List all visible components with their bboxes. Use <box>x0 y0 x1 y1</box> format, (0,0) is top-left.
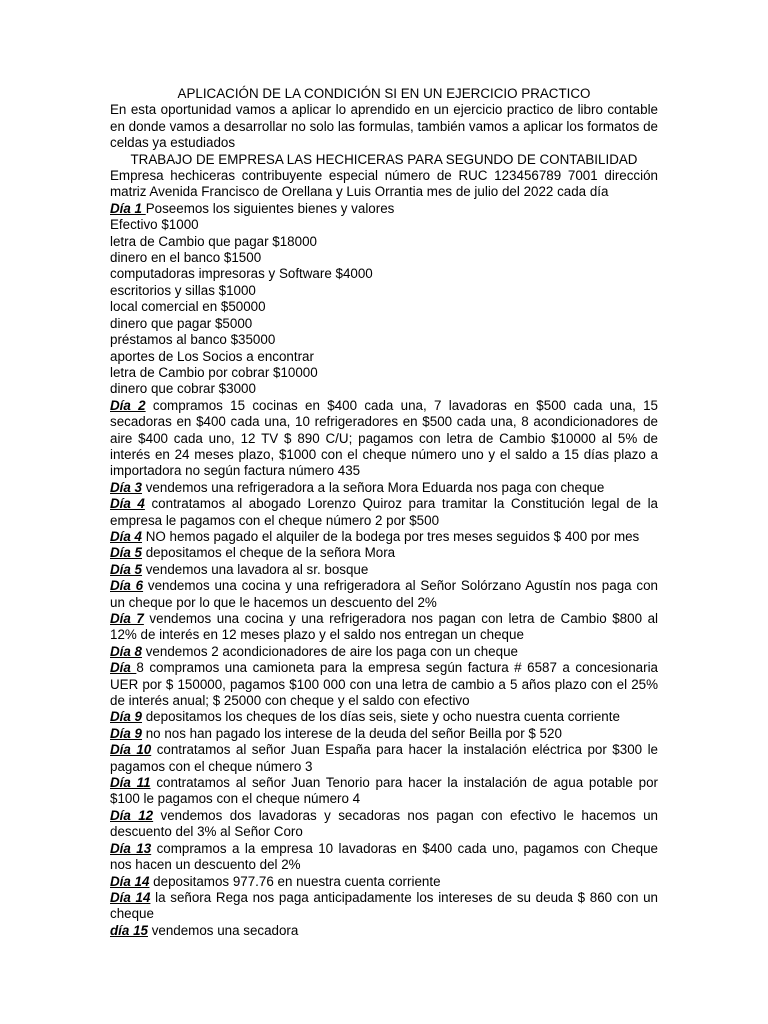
entry-text: contratamos al señor Juan Tenorio para hacer la instalación de agua potable por $100 le pagamos con el cheque número 4 <box>110 775 658 807</box>
asset-item: dinero en el banco $1500 <box>110 250 262 266</box>
day-label: día 15 <box>110 922 148 938</box>
journal-entry <box>110 726 658 742</box>
journal-entry <box>110 398 658 480</box>
document-title: APLICACIÓN DE LA CONDICIÓN SI EN UN EJERCICIO PRACTICO <box>177 86 591 101</box>
entry-text: contratamos al abogado Lorenzo Quiroz para tramitar la Constitución legal de la empresa le pagamos con el cheque número 2 por $500 <box>110 496 658 528</box>
asset-item: préstamos al banco $35000 <box>110 332 276 348</box>
day-label: Día 10 <box>110 742 152 758</box>
entry-text: depositamos 977.76 en nuestra cuenta corriente <box>149 873 441 889</box>
day-label: Día 3 <box>110 479 143 495</box>
entry-text: vendemos una secadora <box>147 922 299 938</box>
journal-entry <box>110 529 658 545</box>
asset-item: aportes de Los Socios a encontrar <box>110 348 314 364</box>
day-label: Día 7 <box>110 611 144 626</box>
journal-entry <box>110 742 658 775</box>
entry-text: la señora Rega nos paga anticipadamente los intereses de su deuda $ 860 con un cheque <box>110 889 658 922</box>
journal-entry <box>110 808 658 841</box>
entry-text: vendemos una cocina y una refrigeradora al Señor Solórzano Agustín nos paga con un cheque por lo que le hacemos un descuento del 2% <box>110 578 658 610</box>
day-label: Día <box>110 660 137 676</box>
day-label: Día 8 <box>110 643 143 659</box>
day-label: Día 9 <box>110 709 143 725</box>
journal-entry <box>110 890 658 923</box>
journal-entry <box>110 709 658 725</box>
journal-entry <box>110 496 658 529</box>
entry-text: no nos han pagado los interese de la deuda del señor Beilla por $ 520 <box>142 725 562 741</box>
journal-entries <box>110 398 658 939</box>
entry-text: NO hemos pagado el alquiler de la bodega por tres meses seguidos $ 400 por mes <box>142 528 640 544</box>
entry-text: vendemos dos lavadoras y secadoras nos pagan con efectivo le hacemos un descuento del 3% al Señor Coro <box>110 807 658 840</box>
journal-entry <box>110 611 658 644</box>
journal-entry <box>110 660 658 709</box>
asset-item: letra de Cambio que pagar $18000 <box>110 233 317 249</box>
entry-text: depositamos los cheques de los días seis, siete y ocho nuestra cuenta corriente <box>142 709 620 725</box>
day-label: Día 4 <box>110 528 143 544</box>
intro-paragraph: En esta oportunidad vamos a aplicar lo aprendido en un ejercicio practico de libro contable en donde vamos a desarrollar no solo las formulas, también vamos a aplicar los formatos de celdas ya estudiados <box>110 102 658 151</box>
entry-text: depositamos el cheque de la señora Mora <box>142 545 396 561</box>
entry-text: vendemos una refrigeradora a la señora Mora Eduarda nos paga con cheque <box>142 479 605 495</box>
journal-entry <box>110 562 658 578</box>
journal-entry <box>110 923 658 939</box>
asset-item: local comercial en $50000 <box>110 299 266 315</box>
entry-text: vendemos una lavadora al sr. bosque <box>142 561 369 577</box>
day-1-entry <box>110 201 658 217</box>
day-label: Día 14 <box>110 873 150 889</box>
day-label: Día 13 <box>110 840 152 856</box>
entry-text: 8 compramos una camioneta para la empresa según factura # 6587 a concesionaria UER por $ 150000, pagamos $100 000 con una letra de cambio a 5 años plazo con el 25% de interés anual; $ 25000 con cheque y el saldo con efectivo <box>110 660 659 709</box>
company-paragraph: Empresa hechiceras contribuyente especial número de RUC 123456789 7001 dirección matriz Avenida Francisco de Orellana y Luis Orrantia mes de julio del 2022 cada día <box>110 168 658 200</box>
asset-item: letra de Cambio por cobrar $10000 <box>110 364 318 380</box>
journal-entry <box>110 644 658 660</box>
journal-entry <box>110 841 658 874</box>
entry-text: Poseemos los siguientes bienes y valores <box>145 200 395 216</box>
journal-entry <box>110 545 658 561</box>
day-label: Día 14 <box>110 889 151 905</box>
day-label: Día 4 <box>110 496 145 512</box>
entry-text: contratamos al señor Juan España para hacer la instalación eléctrica por $300 le pagamos con el cheque número 3 <box>110 742 658 774</box>
entry-text: vendemos una cocina y una refrigeradora nos pagan con letra de Cambio $800 al 12% de interés en 12 meses plazo y el saldo nos entregan un cheque <box>110 611 658 643</box>
asset-item: computadoras impresoras y Software $4000 <box>110 266 373 282</box>
day-label: Día 11 <box>110 775 151 791</box>
asset-item: dinero que pagar $5000 <box>110 315 253 331</box>
day-label: Día 6 <box>110 578 144 594</box>
journal-entry <box>110 775 658 808</box>
journal-entry <box>110 578 658 611</box>
asset-item: Efectivo $1000 <box>110 217 199 233</box>
day-label: Día 9 <box>110 725 143 741</box>
entry-text: vendemos 2 acondicionadores de aire los paga con un cheque <box>142 643 518 659</box>
asset-item: dinero que cobrar $3000 <box>110 381 256 397</box>
day-label: Día 5 <box>110 561 143 577</box>
day-label: Día 2 <box>110 397 146 413</box>
journal-entry <box>110 874 658 890</box>
day-label: Día 5 <box>110 545 143 561</box>
entry-text: compramos a la empresa 10 lavadoras en $400 cada uno, pagamos con Cheque nos hacen un descuento del 2% <box>110 840 658 873</box>
entry-text: compramos 15 cocinas en $400 cada una, 7 lavadoras en $500 cada una, 15 secadoras en $400 cada una, 10 refrigeradores en $500 cada una, 8 acondicionadores de aire $400 cada uno, 12 TV $ 890 C/U; pagamos con letra de Cambio $10000 al 5% de interés en 24 meses plazo, $1000 con el cheque número uno y el saldo a 15 días plazo a importadora no según factura número 435 <box>110 397 658 479</box>
asset-list <box>110 217 658 397</box>
asset-item: escritorios y sillas $1000 <box>110 282 256 298</box>
journal-entry <box>110 480 658 496</box>
day-label: Día 12 <box>110 807 154 823</box>
document-subtitle: TRABAJO DE EMPRESA LAS HECHICERAS PARA SEGUNDO DE CONTABILIDAD <box>130 151 638 167</box>
day-label: Día 1 <box>110 200 146 216</box>
